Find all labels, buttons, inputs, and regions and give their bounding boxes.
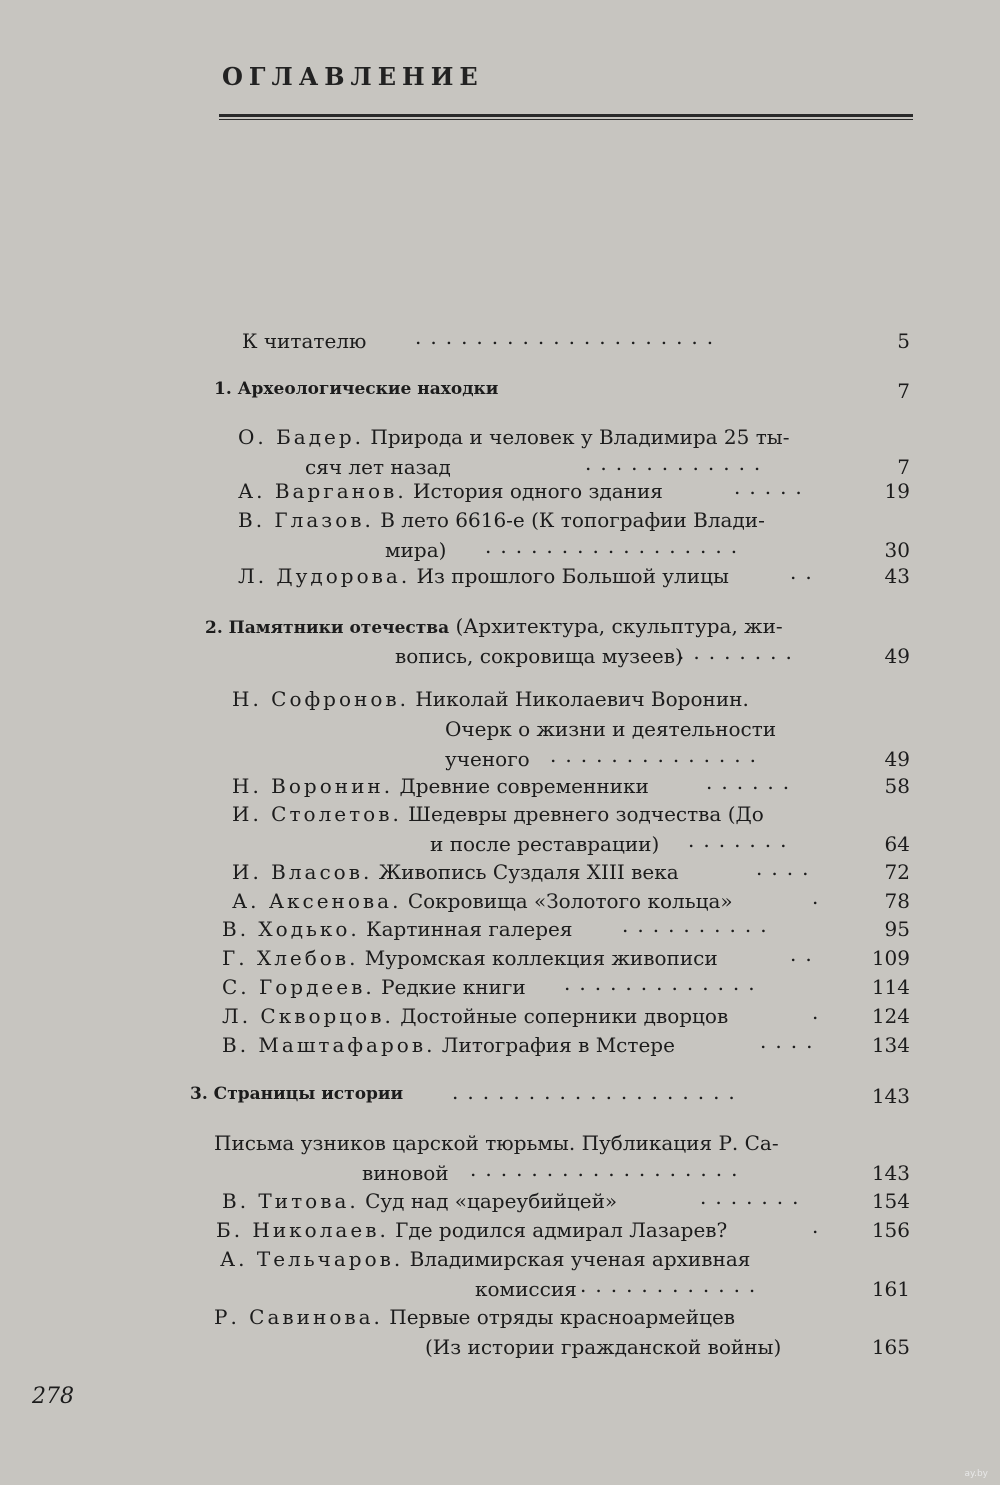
toc-entry bbox=[0, 1185, 1000, 1219]
dot-leader: ...... bbox=[706, 770, 799, 794]
toc-entry bbox=[0, 1305, 1000, 1365]
toc-entry bbox=[0, 971, 1000, 1005]
dot-leader: .............. bbox=[550, 743, 766, 767]
dot-leader: ................... bbox=[452, 1080, 744, 1104]
entry-title: и после реставрации) bbox=[430, 832, 660, 856]
author-name: Б. Николаев. bbox=[216, 1218, 389, 1242]
author-name: В. Маштафаров. bbox=[222, 1033, 436, 1057]
entry-title: Достойные соперники дворцов bbox=[393, 1004, 729, 1028]
page-heading: ОГЛАВЛЕНИЕ bbox=[222, 62, 484, 91]
author-name: А. Тельчаров. bbox=[220, 1247, 404, 1271]
author-name: А. Аксенова. bbox=[232, 889, 402, 913]
toc-entry bbox=[0, 425, 1000, 485]
page-ref: 72 bbox=[884, 860, 910, 884]
dot-leader: .. bbox=[790, 560, 821, 584]
page-ref: 43 bbox=[884, 564, 910, 588]
entry-title: Николай Николаевич Воронин. bbox=[409, 687, 749, 711]
page-ref: 19 bbox=[884, 479, 910, 503]
dot-leader: .................... bbox=[415, 325, 723, 349]
entry-title: Живопись Суздаля XIII века bbox=[372, 860, 679, 884]
section-title: 2. Памятники отечества bbox=[205, 618, 450, 638]
toc-line-text bbox=[238, 479, 663, 503]
entry-title: История одного здания bbox=[406, 479, 663, 503]
dot-leader: . bbox=[812, 1000, 828, 1024]
dot-leader: ........ bbox=[678, 640, 801, 664]
dot-leader: ................. bbox=[485, 534, 747, 558]
toc-entry bbox=[0, 379, 1000, 409]
toc-line bbox=[0, 687, 1000, 717]
toc-line-text bbox=[216, 1218, 727, 1242]
toc-entry bbox=[0, 913, 1000, 947]
page-ref: 109 bbox=[871, 946, 910, 970]
toc-line bbox=[0, 743, 1000, 777]
entry-title: (Из истории гражданской войны) bbox=[425, 1335, 782, 1359]
author-name: В. Титова. bbox=[222, 1189, 359, 1213]
author-name: Г. Хлебов. bbox=[222, 946, 359, 970]
page-ref: 95 bbox=[884, 917, 910, 941]
toc-line bbox=[0, 1080, 1000, 1114]
toc-line-text bbox=[222, 946, 718, 970]
toc-entry bbox=[0, 1131, 1000, 1191]
entry-title: Сокровища «Золотого кольца» bbox=[401, 889, 733, 913]
page-ref: 78 bbox=[884, 889, 910, 913]
entry-title: 3. Страницы истории bbox=[190, 1084, 404, 1104]
toc-entry bbox=[0, 560, 1000, 594]
author-name: Л. Скворцов. bbox=[222, 1004, 394, 1028]
toc-line-text bbox=[222, 1004, 728, 1028]
toc-line bbox=[0, 1214, 1000, 1248]
toc-line-text bbox=[214, 1305, 735, 1329]
toc-line bbox=[0, 640, 1000, 674]
entry-title: Редкие книги bbox=[374, 975, 526, 999]
page-ref: 5 bbox=[897, 329, 910, 353]
entry-title: Древние современники bbox=[393, 774, 649, 798]
toc-line bbox=[0, 1029, 1000, 1063]
entry-title: Письма узников царской тюрьмы. Публикация Р. Са- bbox=[214, 1131, 779, 1155]
page-ref: 143 bbox=[871, 1084, 910, 1108]
toc-line-text bbox=[222, 1033, 675, 1057]
entry-title: мира) bbox=[385, 538, 447, 562]
author-name: В. Глазов. bbox=[238, 508, 374, 532]
dot-leader: .... bbox=[760, 1029, 822, 1053]
entry-title: 1. Археологические находки bbox=[214, 379, 499, 399]
toc-line bbox=[0, 1335, 1000, 1365]
toc-line-text bbox=[425, 1335, 781, 1359]
toc-line-text bbox=[445, 747, 530, 771]
entry-title: Картинная галерея bbox=[359, 917, 573, 941]
toc-entry bbox=[0, 475, 1000, 509]
toc-line-text bbox=[238, 564, 729, 588]
author-name: Р. Савинова. bbox=[214, 1305, 383, 1329]
entry-title: Шедевры древнего зодчества (До bbox=[401, 802, 764, 826]
toc-line bbox=[0, 885, 1000, 919]
dot-leader: .......... bbox=[622, 913, 776, 937]
toc-line-text bbox=[385, 538, 446, 562]
toc-line bbox=[0, 1185, 1000, 1219]
page-ref: 30 bbox=[884, 538, 910, 562]
page-ref: 114 bbox=[871, 975, 910, 999]
toc-entry bbox=[0, 1000, 1000, 1034]
entry-title: (Архитектура, скульптура, жи- bbox=[449, 614, 783, 638]
toc-entry bbox=[0, 325, 1000, 359]
toc-line-text bbox=[242, 329, 366, 353]
entry-title: К читателю bbox=[242, 329, 367, 353]
toc-entry bbox=[0, 885, 1000, 919]
toc-line bbox=[0, 717, 1000, 747]
author-name: О. Бадер. bbox=[238, 425, 365, 449]
page-ref: 161 bbox=[871, 1277, 910, 1301]
toc-line-text bbox=[238, 425, 789, 449]
toc-entry bbox=[0, 1080, 1000, 1114]
author-name: С. Гордеев. bbox=[222, 975, 375, 999]
page-ref: 156 bbox=[871, 1218, 910, 1242]
toc-line bbox=[0, 802, 1000, 832]
author-name: Н. Софронов. bbox=[232, 687, 409, 711]
dot-leader: .... bbox=[756, 856, 818, 880]
page-ref: 49 bbox=[884, 747, 910, 771]
dot-leader: ..... bbox=[734, 475, 811, 499]
toc-line bbox=[0, 770, 1000, 804]
toc-line bbox=[0, 1157, 1000, 1191]
toc-line bbox=[0, 475, 1000, 509]
toc-entry bbox=[0, 942, 1000, 976]
toc-entry bbox=[0, 687, 1000, 777]
dot-leader: ............ bbox=[585, 451, 770, 475]
author-name: Н. Воронин. bbox=[232, 774, 394, 798]
toc-entry bbox=[0, 1029, 1000, 1063]
toc-line-text bbox=[222, 1189, 617, 1213]
toc-line bbox=[0, 614, 1000, 644]
author-name: А. Варганов. bbox=[238, 479, 407, 503]
toc-line bbox=[0, 1000, 1000, 1034]
toc-line bbox=[0, 1273, 1000, 1307]
dot-leader: ....... bbox=[700, 1185, 808, 1209]
toc-line-text bbox=[305, 455, 451, 479]
entry-title: Очерк о жизни и деятельности bbox=[445, 717, 777, 741]
toc-line bbox=[0, 325, 1000, 359]
dot-leader: . bbox=[812, 1214, 828, 1238]
entry-title: виновой bbox=[362, 1161, 449, 1185]
entry-title: Из прошлого Большой улицы bbox=[410, 564, 729, 588]
author-name: В. Ходько. bbox=[222, 917, 360, 941]
toc-line-text bbox=[205, 614, 783, 638]
page-ref: 124 bbox=[871, 1004, 910, 1028]
toc-entry bbox=[0, 856, 1000, 890]
dot-leader: ............ bbox=[580, 1273, 765, 1297]
toc-entry bbox=[0, 614, 1000, 674]
toc-entry bbox=[0, 508, 1000, 568]
toc-line bbox=[0, 942, 1000, 976]
toc-line-text bbox=[475, 1277, 577, 1301]
watermark: ay.by bbox=[964, 1469, 988, 1479]
toc-line-text bbox=[362, 1161, 449, 1185]
toc-entry bbox=[0, 770, 1000, 804]
toc-line-text bbox=[445, 717, 776, 741]
author-name: И. Власов. bbox=[232, 860, 373, 884]
page-ref: 134 bbox=[871, 1033, 910, 1057]
page-ref: 154 bbox=[871, 1189, 910, 1213]
toc-line-text bbox=[190, 1084, 403, 1104]
toc-line-text bbox=[222, 917, 573, 941]
author-name: Л. Дудорова. bbox=[238, 564, 411, 588]
entry-title: вопись, сокровища музеев) bbox=[395, 644, 683, 668]
dot-leader: . bbox=[812, 885, 828, 909]
toc-entry bbox=[0, 1247, 1000, 1307]
toc-entry bbox=[0, 802, 1000, 862]
toc-line bbox=[0, 913, 1000, 947]
toc-line-text bbox=[214, 379, 498, 399]
page-ref: 64 bbox=[884, 832, 910, 856]
dot-leader: ............. bbox=[564, 971, 764, 995]
entry-title: Где родился адмирал Лазарев? bbox=[388, 1218, 728, 1242]
toc-line bbox=[0, 560, 1000, 594]
toc-line-text bbox=[430, 832, 659, 856]
entry-title: Суд над «цареубийцей» bbox=[358, 1189, 618, 1213]
entry-title: Владимирская ученая архивная bbox=[403, 1247, 751, 1271]
toc-line bbox=[0, 828, 1000, 862]
toc-line-text bbox=[220, 1247, 750, 1271]
toc-line-text bbox=[232, 860, 679, 884]
page-ref: 143 bbox=[871, 1161, 910, 1185]
page-ref: 7 bbox=[897, 379, 910, 403]
page-number: 278 bbox=[32, 1384, 74, 1409]
toc-line bbox=[0, 856, 1000, 890]
page-ref: 165 bbox=[871, 1335, 910, 1359]
toc-line-text bbox=[232, 687, 749, 711]
entry-title: Литография в Мстере bbox=[435, 1033, 675, 1057]
author-name: И. Столетов. bbox=[232, 802, 402, 826]
entry-title: сяч лет назад bbox=[305, 455, 451, 479]
toc-line-text bbox=[238, 508, 765, 532]
page-ref: 49 bbox=[884, 644, 910, 668]
entry-title: комиссия bbox=[475, 1277, 577, 1301]
dot-leader: .. bbox=[790, 942, 821, 966]
dot-leader: ....... bbox=[688, 828, 796, 852]
toc-entry bbox=[0, 1214, 1000, 1248]
toc-line-text bbox=[214, 1131, 779, 1155]
toc-line bbox=[0, 1247, 1000, 1277]
entry-title: Муромская коллекция живописи bbox=[358, 946, 718, 970]
toc-line-text bbox=[232, 774, 649, 798]
page-ref: 58 bbox=[884, 774, 910, 798]
toc-line bbox=[0, 425, 1000, 455]
toc-line-text bbox=[232, 802, 764, 826]
toc-line-text bbox=[222, 975, 526, 999]
entry-title: Первые отряды красноармейцев bbox=[382, 1305, 736, 1329]
toc-line bbox=[0, 1305, 1000, 1335]
toc-line-text bbox=[232, 889, 733, 913]
toc-line-text bbox=[395, 644, 683, 668]
toc-line bbox=[0, 971, 1000, 1005]
dot-leader: .................. bbox=[470, 1157, 747, 1181]
entry-title: В лето 6616-е (К топографии Влади- bbox=[373, 508, 765, 532]
entry-title: ученого bbox=[445, 747, 530, 771]
toc-line bbox=[0, 379, 1000, 409]
page-ref: 7 bbox=[897, 455, 910, 479]
entry-title: Природа и человек у Владимира 25 ты- bbox=[364, 425, 790, 449]
